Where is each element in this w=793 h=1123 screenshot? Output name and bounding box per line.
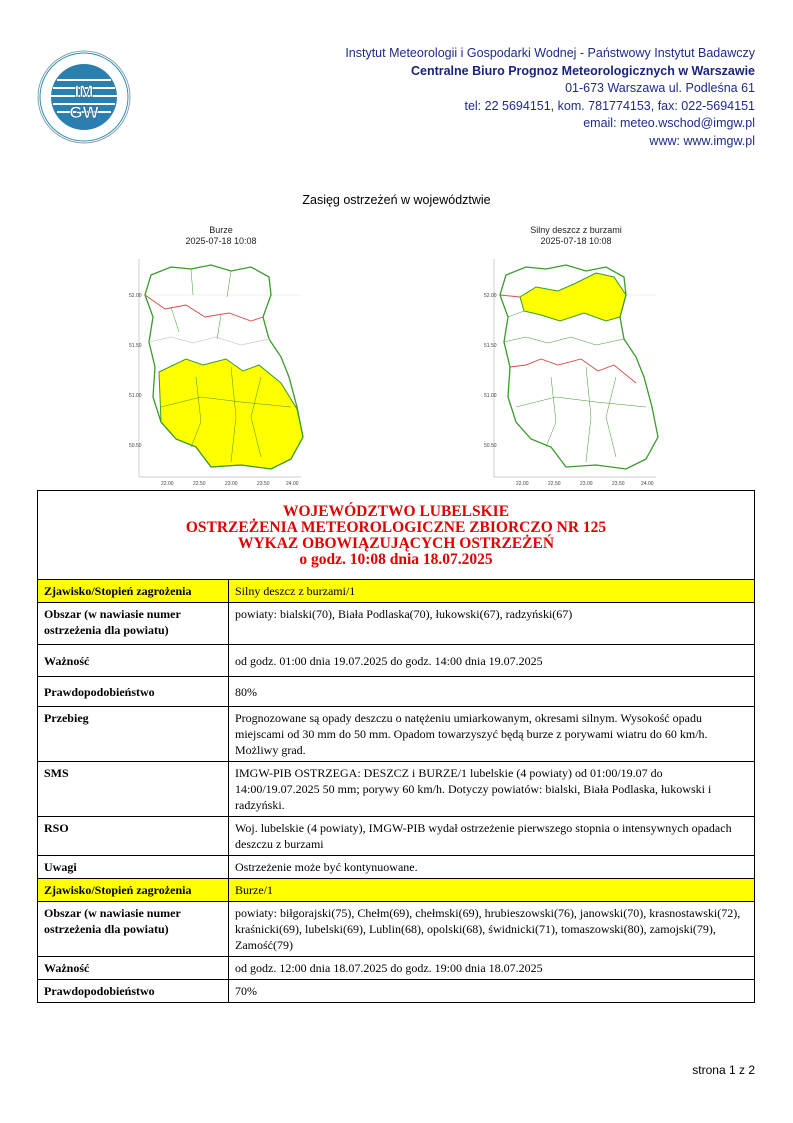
table-row xyxy=(38,580,755,603)
row-label: Zjawisko/Stopień zagrożenia xyxy=(38,879,229,902)
row-label: Prawdopodobieństwo xyxy=(38,677,229,707)
row-label: Uwagi xyxy=(38,856,229,879)
lat-label: 51.00 xyxy=(484,393,497,399)
row-value: 70% xyxy=(229,980,755,1003)
lon-label: 22.50 xyxy=(193,481,206,487)
row-label: Obszar (w nawiasie numer ostrzeżenia dla powiatu) xyxy=(38,603,229,645)
table-row xyxy=(38,902,755,957)
row-value: Prognozowane są opady deszczu o natężeniu umiarkowanym, okresami silnym. Wysokość opadu miejscami od 30 mm do 50 mm. Opadom towarzyszyć będą burze z porywami wiatru do 60 km/h. Możliwy grad. xyxy=(229,707,755,762)
table-row xyxy=(38,879,755,902)
region-title: WOJEWÓDZTWO LUBELSKIE xyxy=(282,503,510,520)
lat-label: 52.00 xyxy=(129,293,142,299)
lon-label: 23.00 xyxy=(225,481,238,487)
row-label: Przebieg xyxy=(38,707,229,762)
table-row xyxy=(38,762,755,817)
warning-title xyxy=(38,491,755,580)
map-deszcz-canvas xyxy=(486,247,666,487)
website-link[interactable]: www: www.imgw.pl xyxy=(649,133,755,148)
list-title: WYKAZ OBOWIĄZUJĄCYCH OSTRZEŻEŃ xyxy=(237,535,555,552)
map-deszcz xyxy=(486,225,666,490)
lon-label: 24.00 xyxy=(641,481,654,487)
row-label: Zjawisko/Stopień zagrożenia xyxy=(38,580,229,603)
warning-title-row xyxy=(38,491,755,580)
lat-label: 51.00 xyxy=(129,393,142,399)
row-value: powiaty: biłgorajski(75), Chełm(69), chełmski(69), hrubieszowski(76), janowski(70), krasnostawski(72), kraśnicki(69), lubelski(69), Lublin(68), opolski(68), świdnicki(71), tomaszowski(80), zamojski(79), Zamość(79) xyxy=(229,902,755,957)
lon-label: 22.50 xyxy=(548,481,561,487)
row-value: Woj. lubelskie (4 powiaty), IMGW-PIB wydał ostrzeżenie pierwszego stopnia o intensywnych opadach deszczu z burzami xyxy=(229,817,755,856)
table-row xyxy=(38,856,755,879)
row-value: IMGW-PIB OSTRZEGA: DESZCZ i BURZE/1 lubelskie (4 powiaty) od 01:00/19.07 do 14:00/19.07.2025 50 mm; porywy 60 km/h. Dotyczy powiatów: bialski, Biała Podlaska, łukowski i radzyński. xyxy=(229,762,755,817)
table-row xyxy=(38,817,755,856)
institution-header xyxy=(345,45,755,150)
table-row xyxy=(38,980,755,1003)
map-date: 2025-07-18 10:08 xyxy=(540,236,612,246)
lat-label: 50.50 xyxy=(484,443,497,449)
institution-name: Instytut Meteorologii i Gospodarki Wodnej - Państwowy Instytut Badawczy xyxy=(345,46,755,60)
map-title: Burze xyxy=(209,225,233,235)
row-label: Ważność xyxy=(38,645,229,677)
row-label: RSO xyxy=(38,817,229,856)
map-burze-canvas xyxy=(131,247,311,487)
map-title: Silny deszcz z burzami xyxy=(530,225,622,235)
lon-label: 23.50 xyxy=(257,481,270,487)
row-label: Prawdopodobieństwo xyxy=(38,980,229,1003)
map-date: 2025-07-18 10:08 xyxy=(185,236,257,246)
lat-label: 52.00 xyxy=(484,293,497,299)
email-link[interactable]: email: meteo.wschod@imgw.pl xyxy=(583,116,755,130)
office-name: Centralne Biuro Prognoz Meteorologicznych w Warszawie xyxy=(410,63,755,78)
row-value: od godz. 12:00 dnia 18.07.2025 do godz. 19:00 dnia 18.07.2025 xyxy=(229,957,755,980)
lon-label: 23.50 xyxy=(612,481,625,487)
lat-label: 51.50 xyxy=(129,343,142,349)
phone: tel: 22 5694151, kom. 781774153, fax: 022-5694151 xyxy=(464,98,755,113)
table-row xyxy=(38,677,755,707)
row-value: powiaty: bialski(70), Biała Podlaska(70), łukowski(67), radzyński(67) xyxy=(229,603,755,645)
row-value: Ostrzeżenie może być kontynuowane. xyxy=(229,856,755,879)
lon-label: 23.00 xyxy=(580,481,593,487)
maps-title: Zasięg ostrzeżeń w województwie xyxy=(302,193,491,207)
lat-label: 50.50 xyxy=(129,443,142,449)
row-label: SMS xyxy=(38,762,229,817)
bulletin-title: OSTRZEŻENIA METEOROLOGICZNE ZBIORCZO NR 125 xyxy=(185,519,607,536)
table-row xyxy=(38,603,755,645)
lon-label: 22.00 xyxy=(516,481,529,487)
imgw-logo xyxy=(37,50,131,144)
lat-label: 51.50 xyxy=(484,343,497,349)
svg-text:IM: IM xyxy=(74,82,94,101)
row-value: od godz. 01:00 dnia 19.07.2025 do godz. 14:00 dnia 19.07.2025 xyxy=(229,645,755,677)
table-row xyxy=(38,707,755,762)
row-value: Burze/1 xyxy=(229,879,755,902)
row-value: Silny deszcz z burzami/1 xyxy=(229,580,755,603)
issue-time: o godz. 10:08 dnia 18.07.2025 xyxy=(299,551,493,568)
page-number: strona 1 z 2 xyxy=(692,1063,755,1077)
address: 01-673 Warszawa ul. Podleśna 61 xyxy=(565,81,755,95)
svg-text:GW: GW xyxy=(69,103,99,122)
map-burze xyxy=(131,225,311,490)
lon-label: 24.00 xyxy=(286,481,299,487)
warning-table xyxy=(37,490,755,1003)
table-row xyxy=(38,645,755,677)
row-label: Obszar (w nawiasie numer ostrzeżenia dla powiatu) xyxy=(38,902,229,957)
table-row xyxy=(38,957,755,980)
lon-label: 22.00 xyxy=(161,481,174,487)
row-value: 80% xyxy=(229,677,755,707)
row-label: Ważność xyxy=(38,957,229,980)
